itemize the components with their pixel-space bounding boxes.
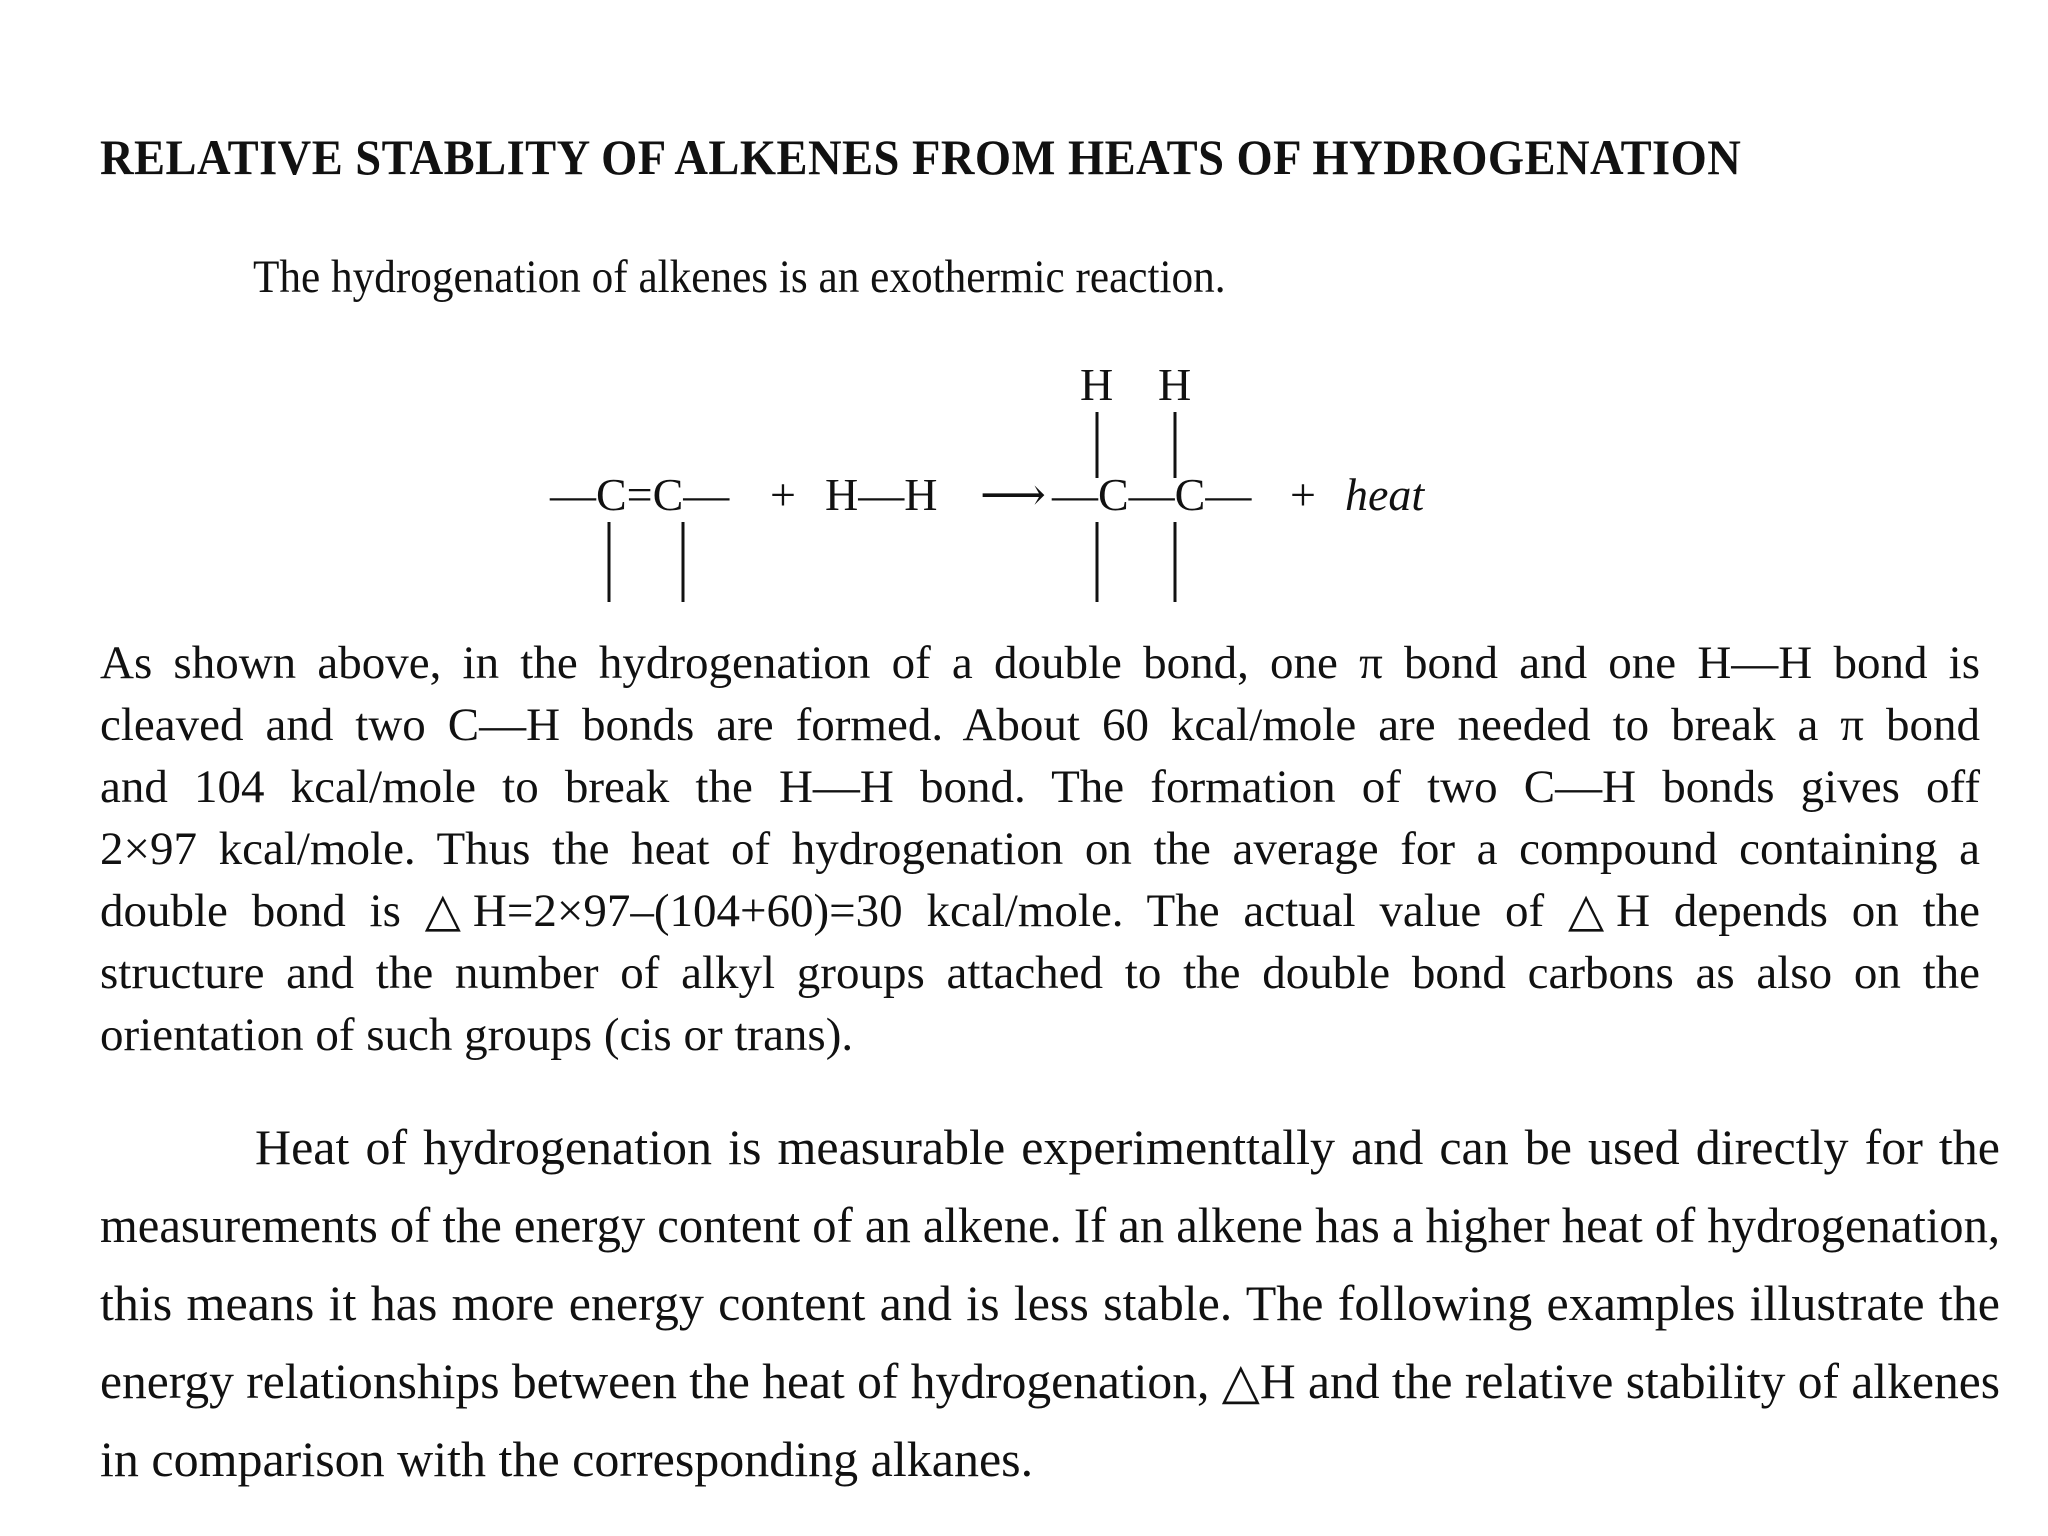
product-hydrogen-2: H — [1158, 360, 1192, 410]
paragraph-line: this means it has more energy content and is less stable. The following examples illustrate the — [100, 1275, 2000, 1331]
paragraph-line: orientation of such groups (cis or trans). — [100, 1009, 854, 1061]
plus-sign-1: + — [770, 469, 796, 520]
paragraph-line: in comparison with the corresponding alkanes. — [100, 1431, 1034, 1487]
product-alkane: —C—C— — [1052, 469, 1252, 520]
paragraph-line: As shown above, in the hydrogenation of a double bond, one π bond and one H—H bond is — [100, 637, 1980, 689]
heat-label: heat — [1345, 469, 1425, 520]
reaction-arrow: ⟶ — [980, 469, 1046, 520]
paragraph-line: energy relationships between the heat of hydrogenation, △H and the relative stability of alkenes — [100, 1353, 2000, 1409]
intro-sentence: The hydrogenation of alkenes is an exothermic reaction. — [253, 251, 1226, 303]
reactant-alkene: —C=C— — [550, 469, 730, 520]
hydrogen-molecule: H—H — [825, 469, 938, 520]
page-title: RELATIVE STABLITY OF ALKENES FROM HEATS OF HYDROGENATION — [100, 129, 1742, 185]
paragraph-heat-of-hydrogenation — [100, 1108, 2000, 1498]
paragraph-line: and 104 kcal/mole to break the H—H bond. The formation of two C—H bonds gives off — [100, 761, 1980, 813]
paragraph-line: double bond is △H=2×97–(104+60)=30 kcal/mole. The actual value of △H depends on the — [100, 885, 1980, 937]
paragraph-line: structure and the number of alkyl groups attached to the double bond carbons as also on the — [100, 947, 1980, 999]
product-hydrogen-1: H — [1080, 360, 1114, 410]
paragraph-line: cleaved and two C—H bonds are formed. About 60 kcal/mole are needed to break a π bond — [100, 699, 1980, 751]
paragraph-explanation — [100, 632, 1980, 1066]
hydrogenation-reaction-equation — [540, 360, 1540, 620]
paragraph-line: Heat of hydrogenation is measurable experimenttally and can be used directly for the — [255, 1119, 2000, 1175]
paragraph-line: measurements of the energy content of an alkene. If an alkene has a higher heat of hydrogenation, — [100, 1197, 2000, 1253]
reaction-diagram — [540, 360, 1540, 620]
plus-sign-2: + — [1290, 469, 1316, 520]
paragraph-line: 2×97 kcal/mole. Thus the heat of hydrogenation on the average for a compound containing a — [100, 823, 1980, 875]
